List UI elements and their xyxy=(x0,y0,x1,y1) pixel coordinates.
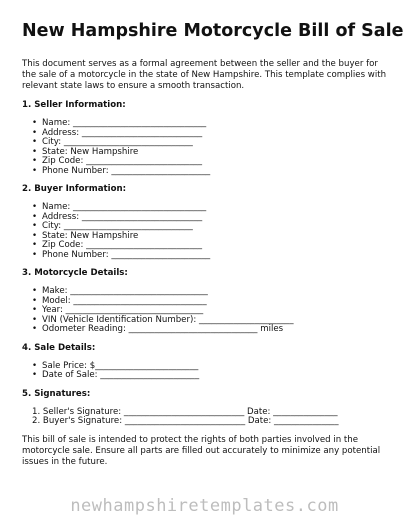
motorcycle-odometer-line: • Odometer Reading: ______________________________ miles xyxy=(22,325,392,335)
sale-heading: 4. Sale Details: xyxy=(22,342,96,353)
motorcycle-model-line: • Model: _______________________________ xyxy=(22,297,392,307)
seller-city-line: • City: ______________________________ xyxy=(22,138,392,148)
buyer-section xyxy=(22,184,392,260)
seller-name-line: • Name: _______________________________ xyxy=(22,119,392,129)
motorcycle-vin-line: • VIN (Vehicle Identification Number): ______________________ xyxy=(22,316,392,326)
seller-zip-line: • Zip Code: ___________________________ xyxy=(22,157,392,167)
footer-watermark: newhampshiretemplates.com xyxy=(70,496,339,516)
seller-list xyxy=(22,119,392,176)
buyer-address-line: • Address: ____________________________ xyxy=(22,213,392,223)
seller-address-line: • Address: ____________________________ xyxy=(22,129,392,139)
sale-section xyxy=(22,343,392,381)
signatures-section xyxy=(22,389,392,427)
motorcycle-year-line: • Year: ________________________________ xyxy=(22,306,392,316)
document-page xyxy=(22,20,404,468)
sale-price-line: • Sale Price: $________________________ xyxy=(22,362,392,372)
seller-heading: 1. Seller Information: xyxy=(22,100,126,110)
document-title: New Hampshire Motorcycle Bill of Sale xyxy=(22,21,404,41)
motorcycle-make-line: • Make: ________________________________ xyxy=(22,287,392,297)
buyer-state-line: • State: New Hampshire xyxy=(22,232,392,242)
signatures-heading: 5. Signatures: xyxy=(22,388,91,399)
seller-phone-line: • Phone Number: _______________________ xyxy=(22,167,392,177)
buyer-name-line: • Name: _______________________________ xyxy=(22,203,392,213)
signatures-list xyxy=(22,408,392,427)
motorcycle-heading: 3. Motorcycle Details: xyxy=(22,268,128,278)
seller-section xyxy=(22,100,392,176)
seller-signature-line: 1. Seller's Signature: ____________________________ Date: _______________ xyxy=(32,406,338,417)
seller-state-line: • State: New Hampshire xyxy=(22,148,392,158)
buyer-zip-line: • Zip Code: ___________________________ xyxy=(22,241,392,251)
intro-paragraph: This document serves as a formal agreement between the seller and the buyer for the sale of a motorcycle in the state of New Hampshire. This template complies with relevant state laws to ensure a smooth transaction. xyxy=(22,59,387,91)
buyer-signature-line: 2. Buyer's Signature: ____________________________ Date: _______________ xyxy=(32,416,339,426)
sale-list xyxy=(22,362,392,381)
buyer-phone-line: • Phone Number: _______________________ xyxy=(22,251,392,261)
buyer-city-line: • City: ______________________________ xyxy=(22,222,392,232)
closing-paragraph: This bill of sale is intended to protect the rights of both parties involved in the motorcycle sale. Ensure all parts are filled out accurately to minimize any potential issues in the future. xyxy=(22,434,381,467)
sale-date-line: • Date of Sale: _______________________ xyxy=(22,371,392,381)
buyer-heading: 2. Buyer Information: xyxy=(22,184,127,194)
motorcycle-section xyxy=(22,268,392,335)
buyer-list xyxy=(22,203,392,260)
motorcycle-list xyxy=(22,287,392,335)
